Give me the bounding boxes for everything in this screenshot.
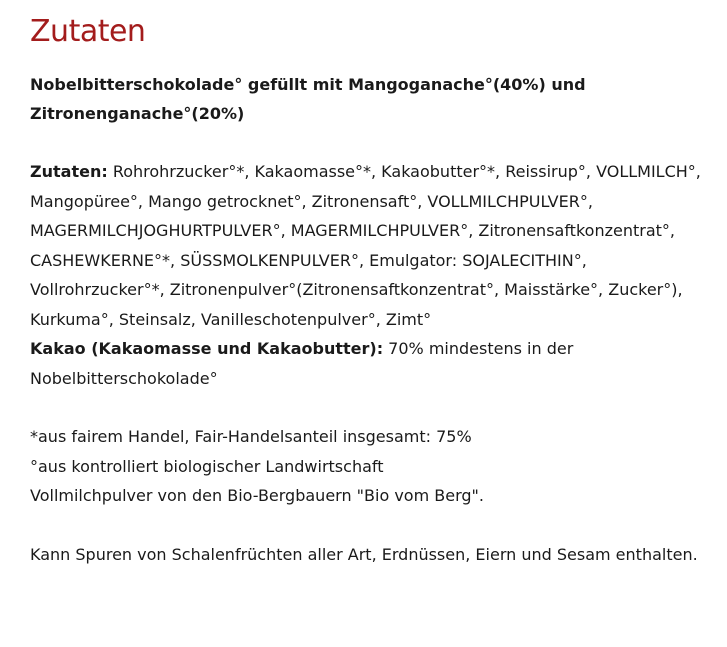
cocoa-text: 70% mindestens in der Nobelbitterschokolade° [30, 339, 574, 388]
section-heading: Zutaten [30, 14, 146, 49]
cocoa-content [30, 334, 710, 393]
ingredients-text: Rohrohrzucker°*, Kakaomasse°*, Kakaobutter°*, Reissirup°, VOLLMILCH°, Mangopüree°, Mango getrocknet°, Zitronensaft°, VOLLMILCHPULVER°, MAGERMILCHJOGHURTPULVER°, MAGERMILCHPULVER°, Zitronensaftkonzentrat°, CASHEWKERNE°*, SÜSSMOLKENPULVER°, Emulgator: SOJALECITHIN°, Vollrohrzucker°*, Zitronenpulver°(Zitronensaftkonzentrat°, Maisstärke°, Zucker°), Kurkuma°, Steinsalz, Vanilleschotenpulver°, Zimt° [30, 162, 701, 329]
spacer [30, 393, 710, 422]
spacer [30, 128, 710, 157]
fair-trade-note: *aus fairem Handel, Fair-Handelsanteil insgesamt: 75% [30, 427, 472, 446]
spacer [30, 511, 710, 540]
allergen-notice: Kann Spuren von Schalenfrüchten aller Art, Erdnüssen, Eiern und Sesam enthalten. [30, 544, 698, 564]
ingredients-label: Zutaten: [30, 162, 108, 181]
ingredients-section [30, 10, 710, 569]
ingredients-list [30, 157, 710, 334]
product-title: Nobelbitterschokolade° gefüllt mit Mangoganache°(40%) und Zitronenganache°(20%) [30, 75, 586, 123]
cocoa-label: Kakao (Kakaomasse und Kakaobutter): [30, 339, 384, 358]
milk-source-note: Vollmilchpulver von den Bio-Bergbauern "Bio vom Berg". [30, 486, 484, 505]
organic-note: °aus kontrolliert biologischer Landwirtschaft [30, 456, 384, 476]
